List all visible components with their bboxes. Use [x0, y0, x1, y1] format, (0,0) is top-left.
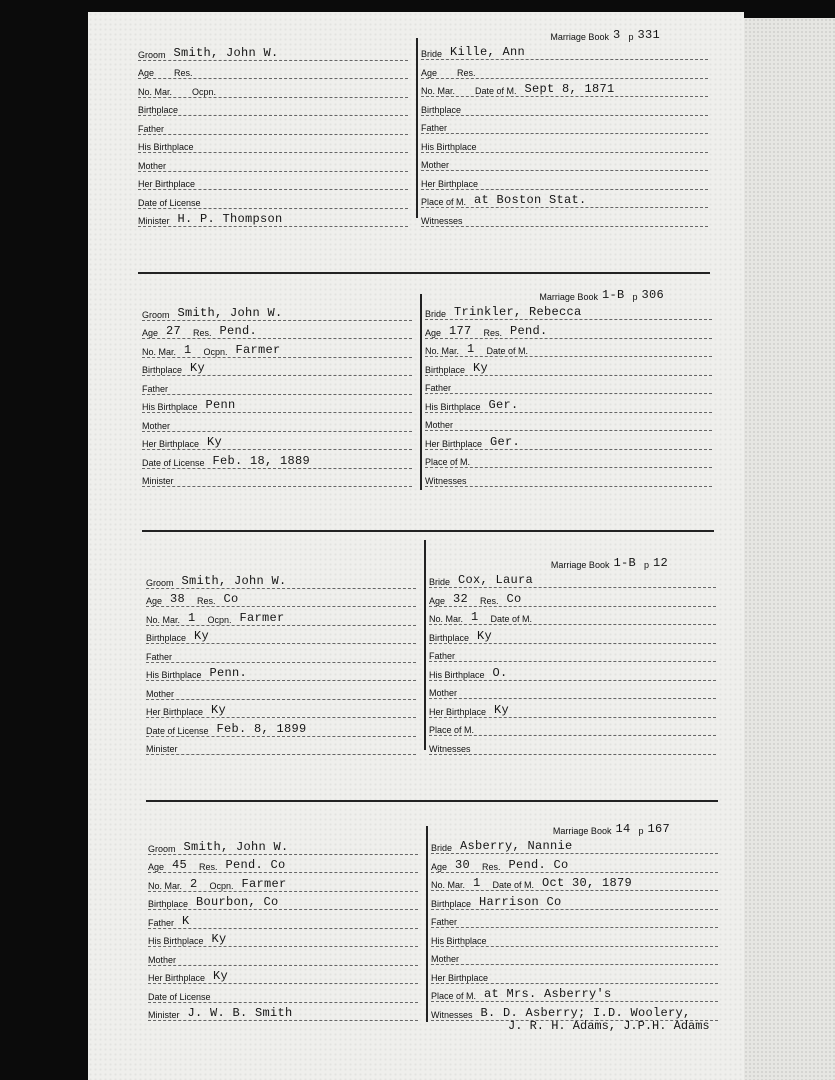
marriage-book-page: 306	[641, 287, 664, 302]
age-label: Age	[142, 328, 159, 338]
groom-age-row	[146, 589, 416, 608]
bride-place-of-m: at Boston Stat.	[474, 193, 587, 207]
groom-ocpn: Farmer	[241, 876, 287, 891]
groom-age-row	[138, 61, 408, 80]
groom-column	[138, 42, 408, 227]
marriage-book-page: 12	[652, 555, 668, 570]
groom-no-mar: 1	[188, 610, 196, 625]
bride-name: Kille, Ann	[450, 45, 526, 59]
birthplace-label: Birthplace	[146, 633, 187, 643]
bride-mother-row	[431, 947, 718, 966]
groom-age: 38	[170, 592, 186, 606]
column-divider	[426, 826, 428, 1022]
bride-column	[431, 818, 718, 1021]
groom-no-mar: 2	[190, 876, 198, 891]
bride-mother-row	[425, 413, 712, 432]
groom-father: K	[182, 913, 190, 928]
groom-his-birthplace-row	[146, 663, 416, 682]
bride-birthplace-row	[429, 625, 716, 644]
bride-no-mar-row	[425, 339, 712, 358]
birthplace-label: Birthplace	[431, 898, 472, 909]
bride-column	[421, 24, 708, 227]
minister-label: Minister	[138, 216, 170, 226]
groom-name-row	[138, 42, 408, 61]
bride-no-mar: 1	[473, 876, 481, 890]
groom-ocpn: Farmer	[235, 342, 281, 357]
marriage-book-number: 14	[615, 821, 631, 836]
bride-name-row	[425, 302, 712, 321]
bride-her-birthplace-row	[425, 431, 712, 450]
groom-minister-row	[146, 737, 416, 756]
bride-res: Pend.	[510, 323, 548, 338]
her-birthplace-label: Her Birthplace	[142, 439, 200, 449]
date-of-m-label: Date of M.	[490, 614, 533, 624]
groom-her-birthplace-row	[142, 432, 412, 451]
groom-his-birthplace: Ky	[211, 932, 227, 946]
marriage-book-page: 331	[637, 27, 660, 42]
bride-res: Co	[506, 591, 522, 606]
res-label: Res.	[482, 861, 501, 872]
groom-minister-row	[138, 209, 408, 228]
bride-birthplace: Harrison Co	[479, 894, 562, 909]
bride-place-of-m-row	[429, 718, 716, 737]
groom-label: Groom	[142, 309, 170, 320]
place-of-m-label: Place of M.	[421, 197, 467, 207]
groom-her-birthplace-row	[146, 700, 416, 719]
bride-place-of-m-row	[425, 450, 712, 469]
mother-label: Mother	[148, 954, 177, 965]
groom-no-mar: 1	[184, 342, 192, 357]
groom-age-row	[148, 855, 418, 874]
res-label: Res.	[457, 67, 476, 78]
groom-name: Smith, John W.	[181, 573, 287, 588]
father-label: Father	[142, 383, 169, 394]
her-birthplace-label: Her Birthplace	[146, 707, 204, 717]
groom-minister: H. P. Thompson	[177, 212, 283, 226]
bride-age-row	[425, 320, 712, 339]
minister-label: Minister	[142, 476, 174, 486]
groom-name-row	[142, 302, 412, 321]
groom-name-row	[146, 570, 416, 589]
bride-her-birthplace: Ger.	[490, 434, 521, 449]
bride-no-mar: 1	[467, 342, 475, 356]
her-birthplace-label: Her Birthplace	[421, 178, 479, 189]
page-label: p	[638, 825, 644, 836]
ocpn-label: Ocpn.	[207, 614, 232, 625]
res-label: Res.	[199, 862, 218, 872]
groom-her-birthplace: Ky	[207, 435, 223, 449]
bride-label: Bride	[425, 309, 447, 319]
groom-her-birthplace-row	[138, 172, 408, 191]
groom-birthplace: Ky	[194, 629, 210, 643]
bride-witnesses: B. D. Asberry; I.D. Woolery,	[480, 1005, 691, 1020]
date-of-license-label: Date of License	[138, 197, 201, 208]
bride-place-of-m-row	[421, 190, 708, 209]
no-mar-label: No. Mar.	[421, 86, 456, 96]
birthplace-label: Birthplace	[425, 364, 466, 375]
bride-date-of-m: Sept 8, 1871	[524, 82, 615, 96]
bride-father-row	[421, 116, 708, 135]
groom-license-row	[146, 718, 416, 737]
age-label: Age	[431, 861, 448, 872]
marriage-book-label: Marriage Book	[539, 291, 598, 302]
age-label: Age	[425, 327, 442, 338]
bride-his-birthplace-row	[421, 134, 708, 153]
bride-witnesses-row	[429, 736, 716, 755]
groom-birthplace-row	[146, 626, 416, 645]
page-label: p	[632, 291, 638, 302]
groom-license-row	[138, 190, 408, 209]
groom-age-row	[142, 321, 412, 340]
bride-his-birthplace: Ger.	[488, 397, 519, 412]
bride-age-row	[431, 854, 718, 873]
bride-name-row	[431, 836, 718, 855]
bride-birthplace-row	[421, 97, 708, 116]
mother-label: Mother	[431, 954, 460, 964]
ocpn-label: Ocpn.	[209, 880, 234, 891]
bride-father-row	[429, 644, 716, 663]
bride-witnesses-row	[431, 1002, 718, 1021]
groom-her-birthplace: Ky	[213, 969, 229, 983]
ocpn-label: Ocpn.	[192, 86, 217, 97]
column-divider	[424, 540, 426, 750]
bride-mother-row	[429, 681, 716, 700]
bride-age-row	[429, 588, 716, 607]
father-label: Father	[146, 651, 173, 662]
groom-her-birthplace-row	[148, 966, 418, 985]
bride-label: Bride	[421, 49, 443, 59]
age-label: Age	[148, 862, 165, 872]
his-birthplace-label: His Birthplace	[429, 669, 485, 680]
her-birthplace-label: Her Birthplace	[431, 972, 489, 983]
groom-father-row	[146, 644, 416, 663]
res-label: Res.	[483, 327, 503, 338]
marriage-book-line	[421, 24, 708, 42]
groom-res: Co	[223, 592, 239, 606]
bride-label: Bride	[431, 843, 453, 853]
his-birthplace-label: His Birthplace	[146, 670, 202, 680]
bride-mother-row	[421, 153, 708, 172]
ocpn-label: Ocpn.	[203, 346, 228, 357]
mother-label: Mother	[138, 160, 167, 171]
bride-her-birthplace-row	[421, 171, 708, 190]
no-mar-label: No. Mar.	[429, 614, 464, 624]
no-mar-label: No. Mar.	[431, 880, 466, 890]
father-label: Father	[425, 383, 452, 393]
no-mar-label: No. Mar.	[148, 880, 183, 891]
bride-age-row	[421, 60, 708, 79]
bride-place-of-m-row	[431, 984, 718, 1003]
date-of-license-label: Date of License	[148, 991, 211, 1002]
bride-no-mar-row	[431, 873, 718, 892]
minister-label: Minister	[146, 744, 178, 754]
groom-license-row	[142, 450, 412, 469]
bride-name: Trinkler, Rebecca	[454, 305, 582, 319]
marriage-book-label: Marriage Book	[550, 31, 609, 42]
adjacent-page-strip	[744, 18, 835, 1080]
his-birthplace-label: His Birthplace	[425, 401, 481, 412]
birthplace-label: Birthplace	[138, 105, 179, 115]
groom-name: Smith, John W.	[173, 45, 279, 60]
age-label: Age	[138, 68, 155, 78]
date-of-license-label: Date of License	[142, 457, 205, 468]
groom-no-mar-row	[142, 339, 412, 358]
marriage-book-number: 1-B	[601, 287, 625, 302]
bride-no-mar: 1	[471, 610, 479, 624]
groom-minister: J. W. B. Smith	[187, 1006, 293, 1020]
bride-her-birthplace-row	[429, 699, 716, 718]
marriage-book-number: 3	[612, 27, 621, 42]
groom-no-mar-row	[148, 873, 418, 892]
bride-her-birthplace-row	[431, 965, 718, 984]
groom-minister-row	[148, 1003, 418, 1022]
groom-his-birthplace-row	[142, 395, 412, 414]
place-of-m-label: Place of M.	[431, 991, 477, 1001]
groom-name: Smith, John W.	[183, 839, 289, 854]
groom-father-row	[142, 376, 412, 395]
place-of-m-label: Place of M.	[425, 457, 471, 467]
groom-column	[148, 836, 418, 1021]
bride-his-birthplace-row	[425, 394, 712, 413]
marriage-book-page: 167	[647, 821, 670, 836]
groom-birthplace-row	[142, 358, 412, 377]
bride-birthplace: Ky	[473, 360, 489, 375]
column-divider	[420, 294, 422, 490]
his-birthplace-label: His Birthplace	[431, 935, 487, 946]
groom-res: Pend.	[219, 324, 258, 338]
his-birthplace-label: His Birthplace	[148, 936, 204, 946]
groom-no-mar-row	[146, 607, 416, 626]
groom-mother-row	[146, 681, 416, 700]
card-bottom-rule	[138, 272, 710, 274]
bride-date-of-m: Oct 30, 1879	[542, 876, 633, 890]
bride-birthplace: Ky	[477, 628, 493, 643]
groom-birthplace: Ky	[190, 361, 206, 375]
groom-birthplace: Bourbon, Co	[196, 895, 279, 909]
bride-name: Cox, Laura	[458, 573, 534, 587]
mother-label: Mother	[421, 160, 450, 170]
father-label: Father	[138, 123, 165, 134]
his-birthplace-label: His Birthplace	[421, 141, 477, 152]
bride-no-mar-row	[421, 79, 708, 98]
bride-age: 177	[449, 323, 472, 338]
groom-minister-row	[142, 469, 412, 488]
bride-label: Bride	[429, 577, 451, 587]
groom-label: Groom	[146, 577, 174, 588]
date-of-m-label: Date of M.	[475, 86, 517, 96]
groom-column	[142, 302, 412, 487]
marriage-book-line	[425, 284, 712, 302]
card-bottom-rule	[142, 530, 714, 532]
bride-his-birthplace: O.	[492, 665, 508, 680]
card-bottom-rule	[146, 800, 718, 802]
groom-father-row	[148, 910, 418, 929]
no-mar-label: No. Mar.	[425, 346, 460, 356]
bride-father-row	[425, 376, 712, 395]
marriage-book-number: 1-B	[613, 555, 636, 570]
groom-birthplace-row	[138, 98, 408, 117]
groom-mother-row	[148, 947, 418, 966]
father-label: Father	[429, 651, 456, 661]
groom-his-birthplace-row	[148, 929, 418, 948]
bride-birthplace-row	[431, 891, 718, 910]
minister-label: Minister	[148, 1010, 180, 1020]
birthplace-label: Birthplace	[421, 104, 462, 115]
groom-no-mar-row	[138, 79, 408, 98]
marriage-book-label: Marriage Book	[550, 559, 610, 570]
place-of-m-label: Place of M.	[429, 725, 475, 735]
marriage-book-line	[429, 552, 716, 570]
bride-father-row	[431, 910, 718, 929]
groom-column	[146, 570, 416, 755]
bride-birthplace-row	[425, 357, 712, 376]
groom-ocpn: Farmer	[239, 610, 285, 625]
groom-his-birthplace-row	[138, 135, 408, 154]
her-birthplace-label: Her Birthplace	[148, 973, 206, 983]
date-of-m-label: Date of M.	[492, 880, 535, 890]
groom-mother-row	[142, 413, 412, 432]
bride-place-of-m: at Mrs. Asberry's	[484, 987, 612, 1001]
mother-label: Mother	[425, 420, 454, 430]
bride-witnesses-row	[421, 208, 708, 227]
marriage-book-label: Marriage Book	[552, 825, 612, 836]
no-mar-label: No. Mar.	[138, 86, 173, 97]
her-birthplace-label: Her Birthplace	[138, 179, 196, 189]
his-birthplace-label: His Birthplace	[142, 402, 198, 412]
groom-his-birthplace: Penn.	[209, 666, 248, 680]
no-mar-label: No. Mar.	[142, 346, 177, 357]
bride-name: Asberry, Nannie	[460, 839, 573, 853]
bride-res: Pend. Co	[508, 857, 569, 872]
page-label: p	[628, 31, 634, 42]
age-label: Age	[146, 596, 163, 606]
groom-birthplace-row	[148, 892, 418, 911]
groom-res: Pend. Co	[225, 858, 286, 872]
groom-mother-row	[138, 153, 408, 172]
witnesses-label: Witnesses	[431, 1009, 473, 1020]
bride-name-row	[421, 42, 708, 61]
her-birthplace-label: Her Birthplace	[425, 438, 483, 449]
groom-age: 45	[172, 858, 188, 872]
res-label: Res.	[174, 68, 193, 78]
his-birthplace-label: His Birthplace	[138, 142, 194, 152]
no-mar-label: No. Mar.	[146, 614, 181, 625]
mother-label: Mother	[429, 688, 458, 698]
mother-label: Mother	[146, 688, 175, 699]
bride-no-mar-row	[429, 607, 716, 626]
father-label: Father	[431, 917, 458, 927]
groom-label: Groom	[138, 49, 166, 60]
father-label: Father	[421, 123, 448, 133]
bride-witnesses-row	[425, 468, 712, 487]
age-label: Age	[429, 595, 446, 606]
groom-date-of-license: Feb. 18, 1889	[212, 453, 311, 468]
birthplace-label: Birthplace	[429, 632, 470, 643]
bride-his-birthplace-row	[431, 928, 718, 947]
bride-column	[429, 552, 716, 755]
father-label: Father	[148, 917, 175, 928]
groom-age: 27	[166, 324, 182, 338]
witnesses-label: Witnesses	[421, 215, 463, 226]
date-of-license-label: Date of License	[146, 725, 209, 736]
mother-label: Mother	[142, 420, 171, 431]
groom-license-row	[148, 984, 418, 1003]
bride-name-row	[429, 570, 716, 589]
birthplace-label: Birthplace	[148, 899, 189, 909]
age-label: Age	[421, 67, 438, 78]
witnesses-continuation: J. R. H. Adams, J.P.H. Adams	[508, 1019, 710, 1033]
column-divider	[416, 38, 418, 218]
groom-date-of-license: Feb. 8, 1899	[216, 721, 307, 736]
groom-father-row	[138, 116, 408, 135]
witnesses-label: Witnesses	[429, 743, 471, 754]
groom-name: Smith, John W.	[177, 305, 283, 320]
page-label: p	[643, 559, 649, 570]
res-label: Res.	[197, 596, 216, 606]
groom-label: Groom	[148, 843, 176, 854]
res-label: Res.	[193, 328, 212, 338]
marriage-book-line	[431, 818, 718, 836]
res-label: Res.	[480, 595, 499, 606]
birthplace-label: Birthplace	[142, 365, 183, 375]
bride-column	[425, 284, 712, 487]
witnesses-label: Witnesses	[425, 475, 467, 486]
bride-his-birthplace-row	[429, 662, 716, 681]
groom-her-birthplace: Ky	[211, 703, 227, 717]
bride-her-birthplace: Ky	[494, 702, 510, 717]
her-birthplace-label: Her Birthplace	[429, 706, 487, 717]
bride-age: 30	[455, 857, 471, 872]
groom-name-row	[148, 836, 418, 855]
date-of-m-label: Date of M.	[486, 346, 529, 356]
groom-his-birthplace: Penn	[205, 398, 236, 412]
bride-age: 32	[453, 591, 469, 606]
